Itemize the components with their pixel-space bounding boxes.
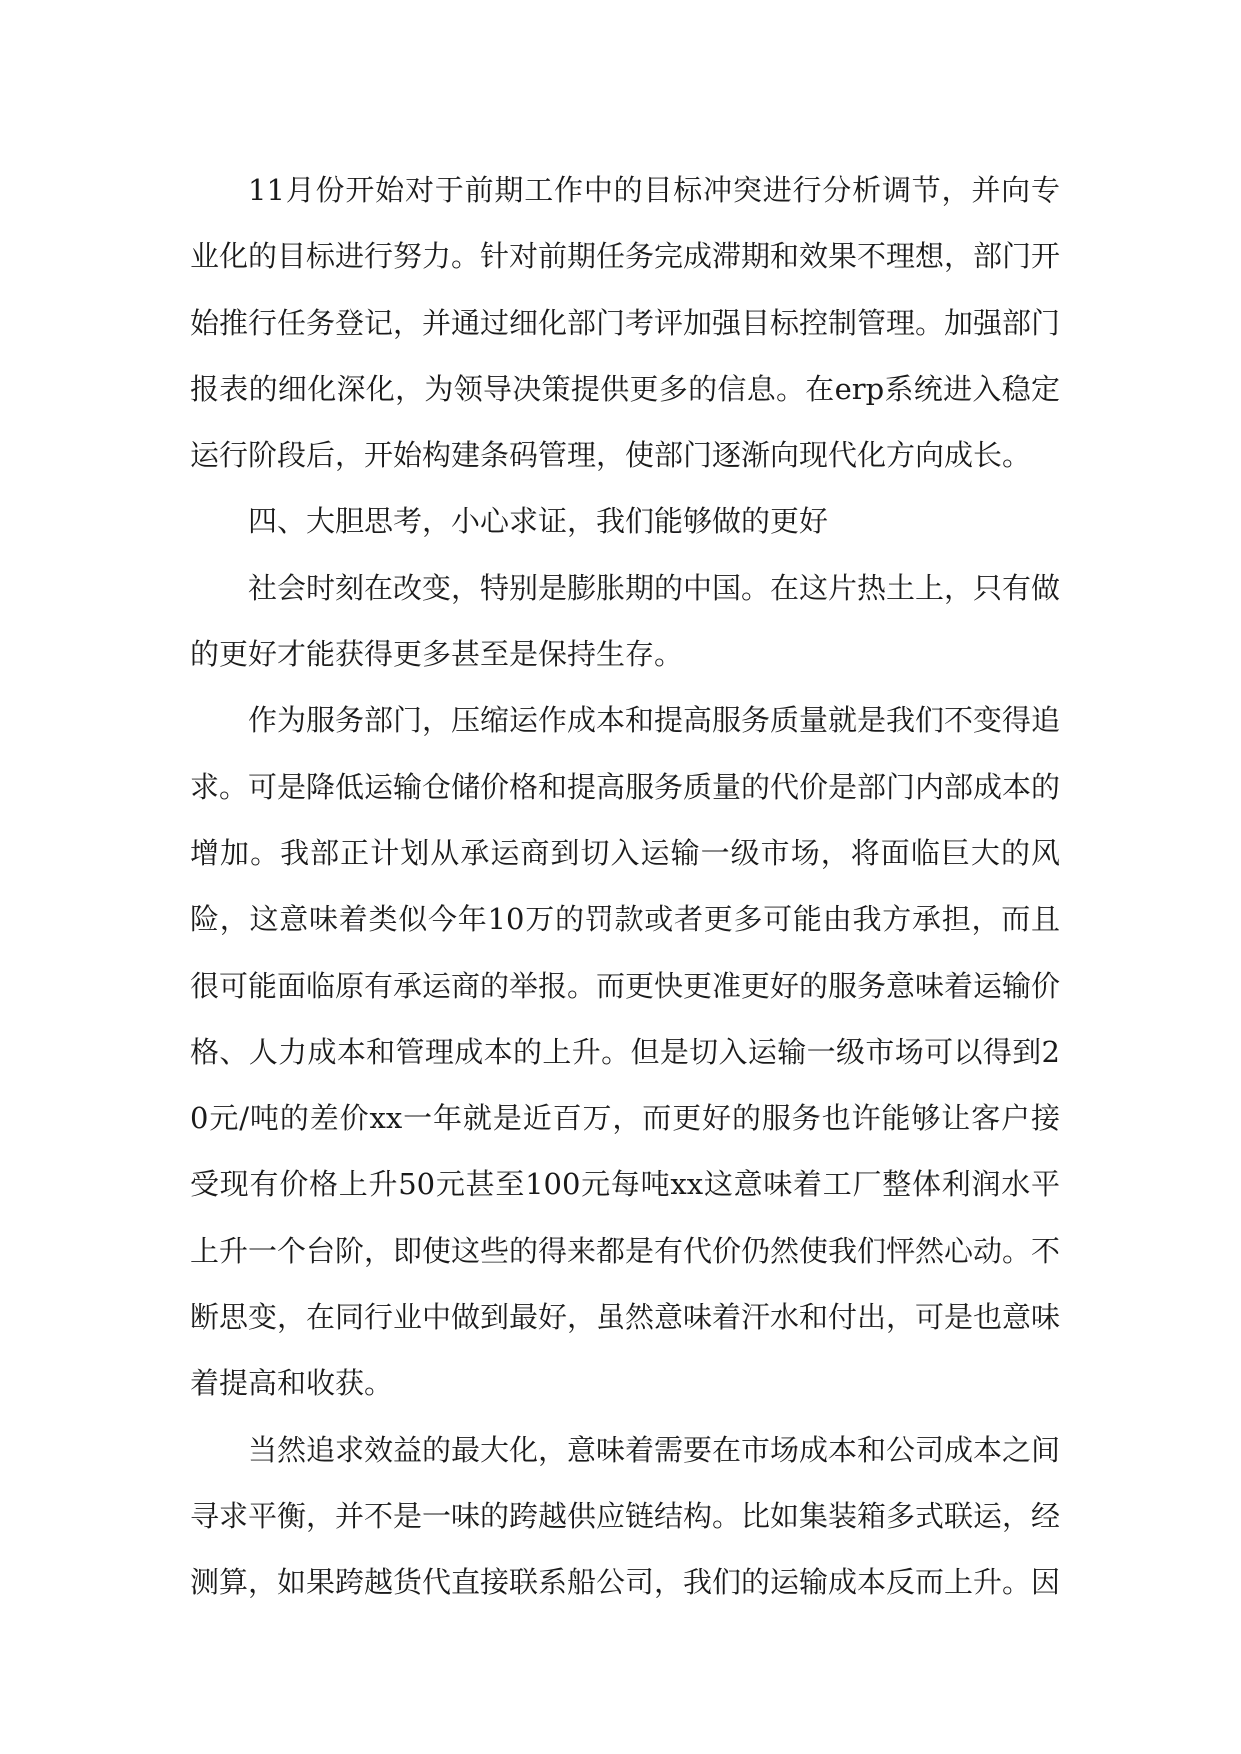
paragraph-service-department: 作为服务部门，压缩运作成本和提高服务质量就是我们不变得追求。可是降低运输仓储价格和提高服务质量的代价是部门内部成本的增加。我部正计划从承运商到切入运输一级市场，将面临巨大的风险，这意味着类似今年10万的罚款或者更多可能由我方承担，而且很可能面临原有承运商的举报。而更快更准更好的服务意味着运输价格、人力成本和管理成本的上升。但是切入运输一级市场可以得到20元/吨的差价xx一年就是近百万，而更好的服务也许能够让客户接受现有价格上升50元甚至100元每吨xx这意味着工厂整体利润水平上升一个台阶，即使这些的得来都是有代价仍然使我们怦然心动。不断思变，在同行业中做到最好，虽然意味着汗水和付出，可是也意味着提高和收获。 bbox=[190, 703, 1061, 1401]
paragraph-society-change: 社会时刻在改变，特别是膨胀期的中国。在这片热土上，只有做的更好才能获得更多甚至是保持生存。 bbox=[190, 570, 1061, 672]
document-body bbox=[190, 157, 1060, 1616]
section-heading-four: 四、大胆思考，小心求证，我们能够做的更好 bbox=[248, 504, 829, 539]
paragraph-november-work: 11月份开始对于前期工作中的目标冲突进行分析调节，并向专业化的目标进行努力。针对前期任务完成滞期和效果不理想，部门开始推行任务登记，并通过细化部门考评加强目标控制管理。加强部门报表的细化深化，为领导决策提供更多的信息。在erp系统进入稳定运行阶段后，开始构建条码管理，使部门逐渐向现代化方向成长。 bbox=[190, 173, 1061, 473]
paragraph-benefit-maximization: 当然追求效益的最大化，意味着需要在市场成本和公司成本之间寻求平衡，并不是一味的跨越供应链结构。比如集装箱多式联运，经测算，如果跨越货代直接联系船公司，我们的运输成本反而上升。因 bbox=[190, 1432, 1061, 1600]
